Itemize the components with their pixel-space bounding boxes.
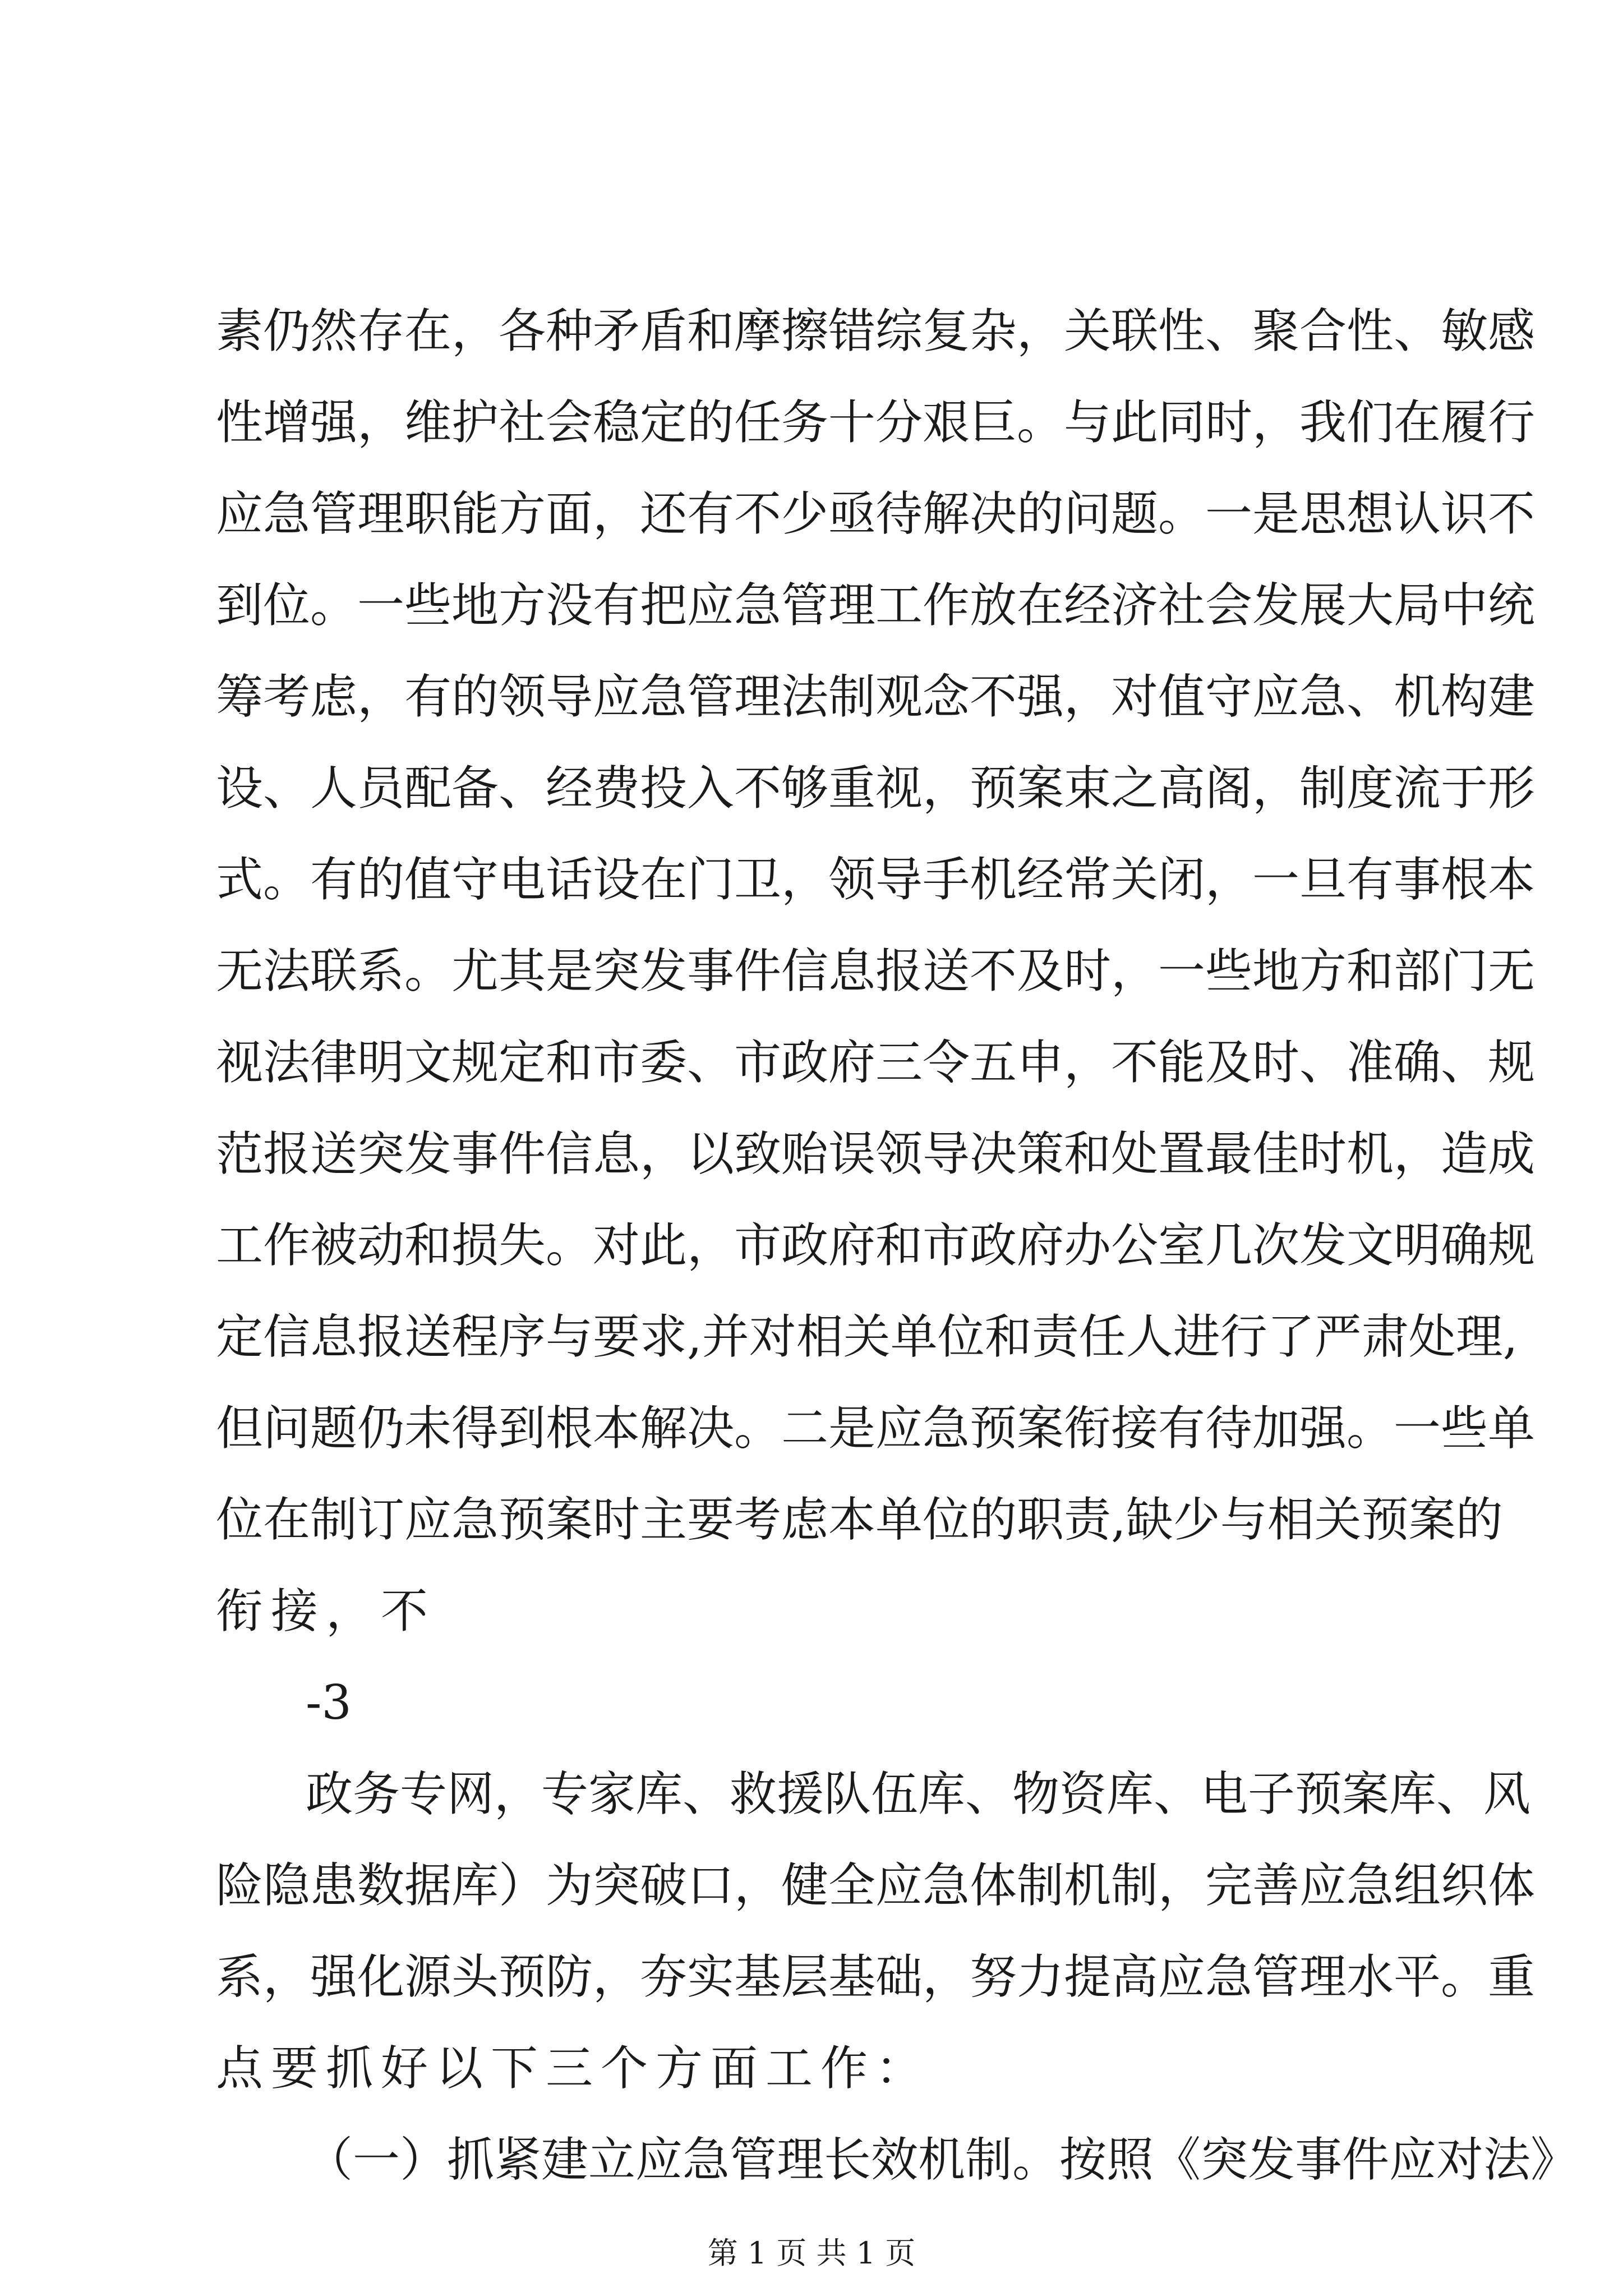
body-text-line: 点要抓好以下三个方面工作： [216, 2041, 931, 2096]
page-footer: 第 1 页 共 1 页 [707, 2235, 916, 2271]
body-text-line: 系，强化源头预防，夯实基层基础，努力提高应急管理水平。重 [216, 1949, 1536, 2004]
body-text-line: 工作被动和损失。对此，市政府和市政府办公室几次发文明确规 [216, 1218, 1536, 1273]
body-text-line: 政务专网，专家库、救援队伍库、物资库、电子预案库、风 [306, 1766, 1531, 1821]
body-text-line: 性增强，维护社会稳定的任务十分艰巨。与此同时，我们在履行 [216, 395, 1536, 450]
body-text-line: 筹考虑，有的领导应急管理法制观念不强，对值守应急、机构建 [216, 669, 1536, 724]
body-text-line: 素仍然存在，各种矛盾和摩擦错综复杂，关联性、聚合性、敏感 [216, 303, 1536, 358]
body-text-line: 应急管理职能方面，还有不少亟待解决的问题。一是思想认识不 [216, 486, 1536, 541]
body-text-line: 位在制订应急预案时主要考虑本单位的职责,缺少与相关预案的 [216, 1492, 1503, 1547]
body-text-line: 但问题仍未得到根本解决。二是应急预案衔接有待加强。一些单 [216, 1401, 1536, 1456]
body-text-line: 险隐患数据库）为突破口，健全应急体制机制，完善应急组织体 [216, 1858, 1536, 1913]
body-text-line: 范报送突发事件信息，以致贻误领导决策和处置最佳时机，造成 [216, 1126, 1536, 1181]
body-text-line: 式。有的值守电话设在门卫，领导手机经常关闭，一旦有事根本 [216, 852, 1536, 907]
section-heading: （一）抓紧建立应急管理长效机制。按照《突发事件应对法》 [306, 2132, 1578, 2187]
page-marker: -3 [306, 1675, 352, 1730]
body-text-line: 定信息报送程序与要求,并对相关单位和责任人进行了严肃处理, [216, 1309, 1518, 1364]
body-text-line: 无法联系。尤其是突发事件信息报送不及时，一些地方和部门无 [216, 944, 1536, 999]
body-text-line: 设、人员配备、经费投入不够重视，预案束之高阁，制度流于形 [216, 761, 1536, 816]
body-text-line: 视法律明文规定和市委、市政府三令五申，不能及时、准确、规 [216, 1035, 1536, 1090]
body-text-line: 到位。一些地方没有把应急管理工作放在经济社会发展大局中统 [216, 578, 1536, 633]
body-text-line: 衔接，不 [216, 1584, 436, 1639]
